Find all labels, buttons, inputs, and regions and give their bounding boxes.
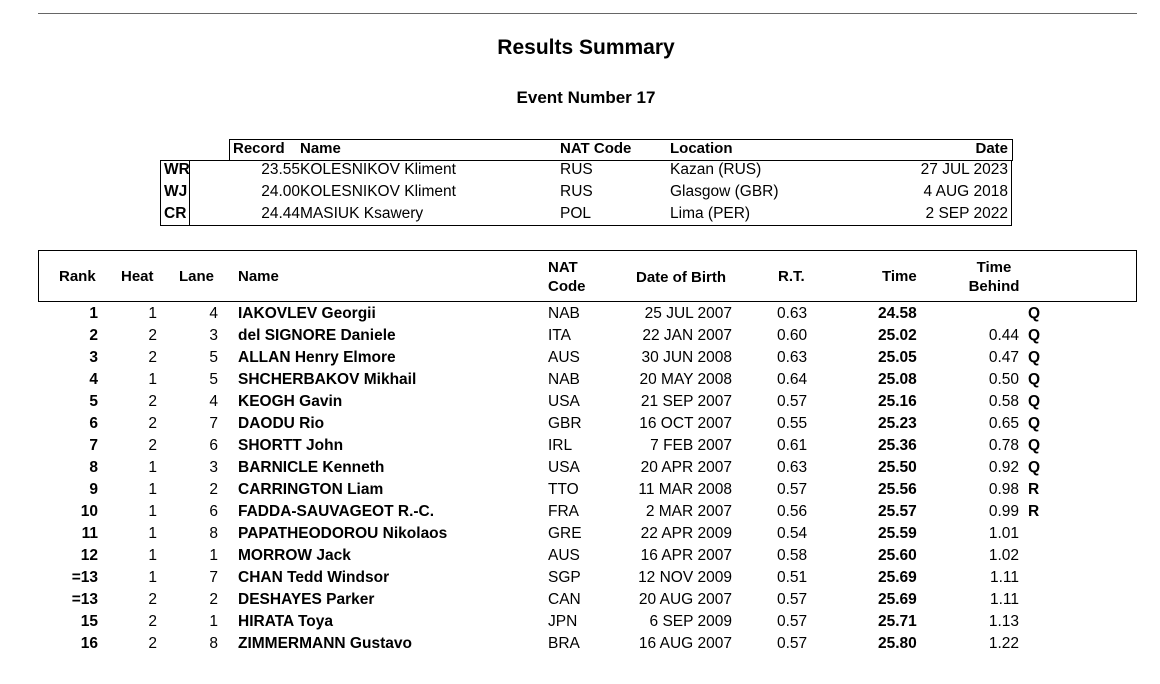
result-lane: 2 xyxy=(209,591,218,608)
result-rank: 5 xyxy=(89,393,98,410)
result-rank: 12 xyxy=(80,547,98,564)
result-rt: 0.57 xyxy=(777,393,808,410)
result-qualifier: Q xyxy=(1028,393,1041,410)
result-rt: 0.61 xyxy=(777,437,808,454)
result-qualifier: Q xyxy=(1028,415,1041,432)
result-lane: 3 xyxy=(209,459,218,476)
result-name: SHORTT John xyxy=(238,437,344,454)
result-row xyxy=(0,613,1160,635)
result-time: 25.02 xyxy=(878,327,917,344)
result-heat: 2 xyxy=(148,393,157,410)
record-time: 23.55 xyxy=(261,161,300,178)
result-rt: 0.64 xyxy=(777,371,808,388)
result-name: del SIGNORE Daniele xyxy=(238,327,396,344)
records-header-location: Location xyxy=(670,140,733,157)
page-title: Results Summary xyxy=(497,36,675,59)
header-behind-line1: Time xyxy=(976,259,1012,276)
result-name: ALLAN Henry Elmore xyxy=(238,349,396,366)
result-lane: 3 xyxy=(209,327,218,344)
result-heat: 2 xyxy=(148,327,157,344)
result-time: 25.59 xyxy=(878,525,917,542)
result-dob: 16 OCT 2007 xyxy=(639,415,732,432)
result-lane: 4 xyxy=(209,305,218,322)
result-dob: 22 JAN 2007 xyxy=(642,327,732,344)
header-nat xyxy=(548,258,586,296)
result-row xyxy=(0,327,1160,349)
result-nat: AUS xyxy=(548,349,580,366)
result-time: 25.80 xyxy=(878,635,917,652)
record-time: 24.44 xyxy=(261,205,300,222)
result-time: 25.50 xyxy=(878,459,917,476)
record-location: Glasgow (GBR) xyxy=(670,183,779,200)
result-lane: 8 xyxy=(209,525,218,542)
record-row xyxy=(160,183,1013,205)
result-time: 25.56 xyxy=(878,481,917,498)
result-time-behind: 0.50 xyxy=(988,371,1019,388)
record-nat: RUS xyxy=(560,161,593,178)
result-rank: 3 xyxy=(89,349,98,366)
result-time: 25.69 xyxy=(878,591,917,608)
result-heat: 1 xyxy=(148,305,157,322)
result-time-behind: 0.78 xyxy=(988,437,1019,454)
result-lane: 1 xyxy=(209,613,218,630)
record-code: WJ xyxy=(164,183,188,200)
records-header xyxy=(160,140,1013,160)
result-rt: 0.63 xyxy=(777,349,808,366)
result-row xyxy=(0,569,1160,591)
result-heat: 1 xyxy=(148,459,157,476)
result-rt: 0.60 xyxy=(777,327,808,344)
result-row xyxy=(0,525,1160,547)
result-qualifier: R xyxy=(1028,481,1040,498)
result-qualifier: Q xyxy=(1028,349,1041,366)
record-name: MASIUK Ksawery xyxy=(300,205,424,222)
record-nat: RUS xyxy=(560,183,593,200)
result-time-behind: 0.98 xyxy=(988,481,1019,498)
record-date: 2 SEP 2022 xyxy=(925,205,1008,222)
result-row xyxy=(0,437,1160,459)
result-dob: 30 JUN 2008 xyxy=(641,349,732,366)
result-time: 25.36 xyxy=(878,437,917,454)
header-time: Time xyxy=(882,268,917,285)
result-rt: 0.57 xyxy=(777,613,808,630)
records-header-record: Record xyxy=(233,140,285,157)
result-dob: 16 AUG 2007 xyxy=(638,635,732,652)
result-rank: 6 xyxy=(89,415,98,432)
result-nat: USA xyxy=(548,393,580,410)
result-name: IAKOVLEV Georgii xyxy=(238,305,376,322)
result-nat: CAN xyxy=(548,591,581,608)
records-header-nat: NAT Code xyxy=(560,140,632,157)
result-name: HIRATA Toya xyxy=(238,613,334,630)
result-heat: 2 xyxy=(148,415,157,432)
record-code: CR xyxy=(164,205,187,222)
result-nat: GBR xyxy=(548,415,582,432)
result-name: CARRINGTON Liam xyxy=(238,481,384,498)
header-dob: Date of Birth xyxy=(636,269,726,286)
result-row xyxy=(0,371,1160,393)
result-heat: 1 xyxy=(148,547,157,564)
result-dob: 21 SEP 2007 xyxy=(640,393,732,410)
result-name: SHCHERBAKOV Mikhail xyxy=(238,371,417,388)
result-dob: 11 MAR 2008 xyxy=(638,481,732,498)
result-rank: 16 xyxy=(80,635,98,652)
header-time-behind xyxy=(964,258,1024,296)
result-time-behind: 1.22 xyxy=(988,635,1019,652)
result-nat: FRA xyxy=(548,503,579,520)
event-number: Event Number 17 xyxy=(516,88,656,107)
result-dob: 20 APR 2007 xyxy=(640,459,732,476)
result-lane: 5 xyxy=(209,349,218,366)
record-location: Lima (PER) xyxy=(670,205,751,222)
result-rank: 9 xyxy=(89,481,98,498)
result-qualifier: Q xyxy=(1028,459,1041,476)
header-lane: Lane xyxy=(179,268,215,285)
result-name: KEOGH Gavin xyxy=(238,393,343,410)
result-time: 25.69 xyxy=(878,569,917,586)
result-time-behind: 1.02 xyxy=(988,547,1019,564)
result-name: PAPATHEODOROU Nikolaos xyxy=(238,525,448,542)
result-nat: USA xyxy=(548,459,580,476)
result-rank: =13 xyxy=(71,591,98,608)
result-lane: 7 xyxy=(209,569,218,586)
records-header-name: Name xyxy=(300,140,341,157)
result-lane: 6 xyxy=(209,437,218,454)
result-lane: 4 xyxy=(209,393,218,410)
result-name: ZIMMERMANN Gustavo xyxy=(238,635,412,652)
result-nat: ITA xyxy=(548,327,571,344)
result-row xyxy=(0,349,1160,371)
result-heat: 2 xyxy=(148,349,157,366)
result-row xyxy=(0,635,1160,657)
result-time-behind: 1.01 xyxy=(988,525,1019,542)
header-name: Name xyxy=(238,268,279,285)
result-lane: 6 xyxy=(209,503,218,520)
result-heat: 2 xyxy=(148,591,157,608)
header-heat: Heat xyxy=(121,268,154,285)
result-lane: 1 xyxy=(209,547,218,564)
result-nat: SGP xyxy=(548,569,581,586)
result-qualifier: R xyxy=(1028,503,1040,520)
result-lane: 5 xyxy=(209,371,218,388)
result-time-behind: 0.58 xyxy=(988,393,1019,410)
result-heat: 1 xyxy=(148,569,157,586)
result-rank: 2 xyxy=(89,327,98,344)
result-dob: 25 JUL 2007 xyxy=(644,305,732,322)
result-rt: 0.63 xyxy=(777,459,808,476)
result-nat: TTO xyxy=(548,481,579,498)
result-row xyxy=(0,415,1160,437)
result-rt: 0.51 xyxy=(777,569,808,586)
header-nat-line1: NAT xyxy=(548,259,578,276)
result-rank: 10 xyxy=(80,503,98,520)
result-row xyxy=(0,393,1160,415)
result-name: MORROW Jack xyxy=(238,547,351,564)
record-row xyxy=(160,161,1013,183)
result-heat: 1 xyxy=(148,525,157,542)
result-qualifier: Q xyxy=(1028,371,1041,388)
result-dob: 12 NOV 2009 xyxy=(638,569,732,586)
result-name: BARNICLE Kenneth xyxy=(238,459,385,476)
record-location: Kazan (RUS) xyxy=(670,161,762,178)
result-rank: 11 xyxy=(81,525,98,542)
result-time-behind: 1.11 xyxy=(989,591,1019,608)
record-date: 4 AUG 2018 xyxy=(923,183,1008,200)
result-row xyxy=(0,591,1160,613)
result-nat: BRA xyxy=(548,635,580,652)
result-qualifier: Q xyxy=(1028,327,1041,344)
result-time: 25.60 xyxy=(878,547,917,564)
result-rank: 15 xyxy=(80,613,98,630)
top-rule xyxy=(38,13,1137,14)
result-dob: 16 APR 2007 xyxy=(640,547,732,564)
result-nat: JPN xyxy=(548,613,578,630)
result-rt: 0.57 xyxy=(777,635,808,652)
result-time-behind: 1.13 xyxy=(988,613,1019,630)
result-nat: NAB xyxy=(548,305,580,322)
records-header-date: Date xyxy=(975,140,1008,157)
result-heat: 1 xyxy=(148,371,157,388)
result-rt: 0.57 xyxy=(777,591,808,608)
result-name: DESHAYES Parker xyxy=(238,591,375,608)
result-time: 25.57 xyxy=(878,503,917,520)
result-time-behind: 0.92 xyxy=(988,459,1019,476)
results-header xyxy=(38,250,1137,302)
result-time: 25.23 xyxy=(878,415,917,432)
result-rank: 7 xyxy=(89,437,98,454)
result-nat: IRL xyxy=(548,437,573,454)
result-lane: 7 xyxy=(209,415,218,432)
result-time-behind: 1.11 xyxy=(989,569,1019,586)
result-time-behind: 0.99 xyxy=(988,503,1019,520)
result-nat: AUS xyxy=(548,547,580,564)
header-behind-line2: Behind xyxy=(968,278,1020,295)
result-lane: 8 xyxy=(209,635,218,652)
result-rank: 4 xyxy=(89,371,98,388)
record-name: KOLESNIKOV Kliment xyxy=(300,161,456,178)
result-rt: 0.54 xyxy=(777,525,808,542)
result-rt: 0.56 xyxy=(777,503,808,520)
result-rank: 8 xyxy=(89,459,98,476)
result-rt: 0.57 xyxy=(777,481,808,498)
result-row xyxy=(0,503,1160,525)
result-nat: GRE xyxy=(548,525,582,542)
header-rank: Rank xyxy=(59,268,96,285)
record-date: 27 JUL 2023 xyxy=(920,161,1008,178)
result-dob: 22 APR 2009 xyxy=(640,525,732,542)
result-row xyxy=(0,481,1160,503)
result-time-behind: 0.65 xyxy=(988,415,1019,432)
result-heat: 1 xyxy=(148,503,157,520)
record-code: WR xyxy=(164,161,190,178)
result-time: 25.08 xyxy=(878,371,917,388)
result-rt: 0.63 xyxy=(777,305,808,322)
result-rt: 0.58 xyxy=(777,547,808,564)
result-heat: 2 xyxy=(148,635,157,652)
result-heat: 2 xyxy=(148,437,157,454)
result-dob: 6 SEP 2009 xyxy=(649,613,732,630)
result-row xyxy=(0,547,1160,569)
result-row xyxy=(0,305,1160,327)
result-name: DAODU Rio xyxy=(238,415,325,432)
result-row xyxy=(0,459,1160,481)
result-lane: 2 xyxy=(209,481,218,498)
result-nat: NAB xyxy=(548,371,580,388)
record-row xyxy=(160,205,1013,227)
record-time: 24.00 xyxy=(261,183,300,200)
result-dob: 20 AUG 2007 xyxy=(638,591,732,608)
result-rank: =13 xyxy=(71,569,98,586)
result-qualifier: Q xyxy=(1028,305,1041,322)
result-time: 24.58 xyxy=(878,305,917,322)
record-nat: POL xyxy=(560,205,592,222)
header-rt: R.T. xyxy=(778,268,805,285)
result-name: CHAN Tedd Windsor xyxy=(238,569,390,586)
result-time-behind: 0.47 xyxy=(988,349,1019,366)
result-name: FADDA-SAUVAGEOT R.-C. xyxy=(238,503,435,520)
result-heat: 2 xyxy=(148,613,157,630)
result-dob: 20 MAY 2008 xyxy=(639,371,732,388)
result-time: 25.16 xyxy=(878,393,917,410)
result-rank: 1 xyxy=(89,305,98,322)
result-heat: 1 xyxy=(148,481,157,498)
result-dob: 2 MAR 2007 xyxy=(645,503,732,520)
result-dob: 7 FEB 2007 xyxy=(650,437,732,454)
record-name: KOLESNIKOV Kliment xyxy=(300,183,456,200)
header-nat-line2: Code xyxy=(548,278,586,295)
result-time: 25.05 xyxy=(878,349,917,366)
result-rt: 0.55 xyxy=(777,415,808,432)
result-time: 25.71 xyxy=(878,613,917,630)
result-qualifier: Q xyxy=(1028,437,1041,454)
result-time-behind: 0.44 xyxy=(988,327,1019,344)
